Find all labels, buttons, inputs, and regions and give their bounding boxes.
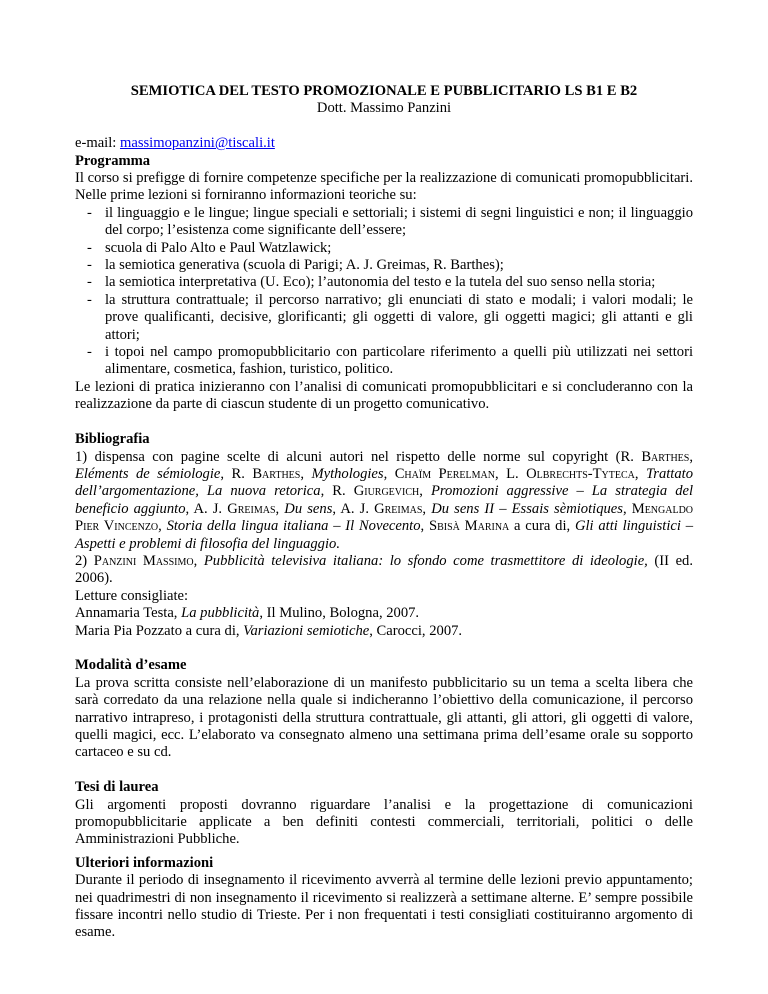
list-item: - la semiotica interpretativa (U. Eco); l’autonomia del testo e la tutela del suo senso nella storia; [75,274,693,291]
lettura-item: Maria Pia Pozzato a cura di, Variazioni semiotiche, Carocci, 2007. [75,622,463,639]
programma-closing: Le lezioni di pratica inizieranno con l’analisi di comunicati promopubblicitari e si concluderanno con la realizzazione da parte di ciascun studente di un progetto comunicativo. [75,378,693,413]
author-name: Sbisà Marina [428,518,510,535]
email-label: e-mail: [75,135,120,152]
book-title: Eléments de sémiologie [75,465,221,482]
book-title: Mythologies [311,465,384,482]
list-item: - il linguaggio e le lingue; lingue speciali e settoriali; i sistemi di segni linguistici e non; il linguaggio del corpo; l’esistenza come significante dell’essere; [75,205,693,240]
book-title: Du sens II – Essais sèmiotiques [431,500,623,517]
letture-label: Letture consigliate: [75,587,189,604]
ulteriori-text: Durante il periodo di insegnamento il ricevimento avverrà al termine delle lezioni previo appuntamento; nei quadrimestri di non insegnamento il ricevimento si realizzerà a settimane alterne. E’ sempre possibile fissare incontri nello studio di Trieste. Per i non frequentati i testi consigliati costituiranno argomento di esame. [75,872,693,941]
email-link[interactable]: massimopanzini@tiscali.it [119,135,275,152]
bibliografia-heading: Bibliografia [75,431,150,448]
programma-intro: Il corso si prefigge di fornire competenze specifiche per la realizzazione di comunicati promopubblicitari. Nelle prime lezioni si forniranno informazioni teoriche su: [75,170,693,204]
author-name: Chaïm Perelman [394,465,495,482]
programma-heading: Programma [75,152,151,169]
author-name: Greimas [227,500,276,517]
book-title: Gli atti linguistici – Aspetti e problemi di filosofia del linguaggio. [75,518,694,552]
author-name: Greimas [374,500,423,517]
lettura-item: Annamaria Testa, La pubblicità, Il Mulino, Bologna, 2007. [75,605,420,622]
bibliografia-item-2: 2) Panzini Massimo, Pubblicità televisiva italiana: lo sfondo come trasmettitore di ideologie, (II ed. 2006). [75,552,693,587]
author-name: Panzini Massimo [93,552,194,569]
author-name: Mengaldo Pier Vincenzo [75,500,694,535]
book-title: Du sens [284,500,333,517]
list-item: - la semiotica generativa (scuola di Parigi; A. J. Greimas, R. Barthes); [75,257,693,274]
list-item: - scuola di Palo Alto e Paul Watzlawick; [75,240,693,257]
esame-heading: Modalità d’esame [75,657,187,674]
list-item: - i topoi nel campo promopubblicitario con particolare riferimento a quelli più utilizzati nei settori alimentare, cosmetica, fashion, turistico, politico. [75,344,693,379]
author-name: Giurgevich [353,483,420,500]
list-item: - la struttura contrattuale; il percorso narrativo; gli enunciati di stato e modali; i valori modali; le prove qualificanti, decisive, glorificanti; gli oggetti di valore, gli oggetti magici; gli attanti e gli attori; [75,292,693,344]
book-title: La pubblicità [181,605,260,622]
bibliografia-item-1: 1) dispensa con pagine scelte di alcuni autori nel rispetto delle norme sul copyright (R. Barthes, Eléments de sémiologie, R. Barthes, Mythologies, Chaïm Perelman, L. Olbrechts-Tyteca, Trattato dell’argomentazione, La nuova retorica, R. Giurgevich, Promozioni aggressive – La strategia del beneficio aggiunto, A. J. Greimas, Du sens, A. J. Greimas, Du sens II – Essais sèmiotiques, Mengaldo Pier Vincenzo, Storia della lingua italiana – Il Novecento, Sbisà Marina a cura di, Gli atti linguistici – Aspetti e problemi di filosofia del linguaggio. [75,448,694,552]
book-title: Variazioni semiotiche [243,622,370,639]
book-title: Trattato dell’argomentazione, La nuova retorica [75,465,693,500]
author-name: Barthes [641,448,690,465]
course-title: SEMIOTICA DEL TESTO PROMOZIONALE E PUBBLICITARIO LS B1 E B2 [130,83,638,99]
book-title: Promozioni aggressive – La strategia del beneficio aggiunto [75,483,694,517]
author-name: Olbrechts-Tyteca [526,465,635,482]
document-page [75,83,693,942]
course-author: Dott. Massimo Panzini [316,100,452,117]
book-title: Pubblicità televisiva italiana: lo sfondo come trasmettitore di ideologie, [203,552,648,569]
programma-list [75,205,693,379]
tesi-heading: Tesi di laurea [75,779,159,796]
email-line [75,135,693,152]
book-title: Storia della lingua italiana – Il Novecento [166,518,421,535]
ulteriori-heading: Ulteriori informazioni [75,854,214,871]
author-name: Barthes [252,465,301,482]
esame-text: La prova scritta consiste nell’elaborazione di un manifesto pubblicitario su un tema a scelta libera che sarà corredato da una relazione nella quale si indicheranno l’obiettivo della comunicazione, il percorso narrativo intrapreso, i protagonisti della struttura contrattuale, gli attanti, gli attori, gli oggetti di valore, quelli magici, ecc. L’elaborato va consegnato almeno una settimana prima dell’esame orale su sopporto cartaceo e su cd. [75,674,693,761]
tesi-text: Gli argomenti proposti dovranno riguardare l’analisi e la progettazione di comunicazioni promopubblicitarie applicate a ben definiti contesti commerciali, territoriali, politici o delle Amministrazioni Pubbliche. [75,796,693,848]
